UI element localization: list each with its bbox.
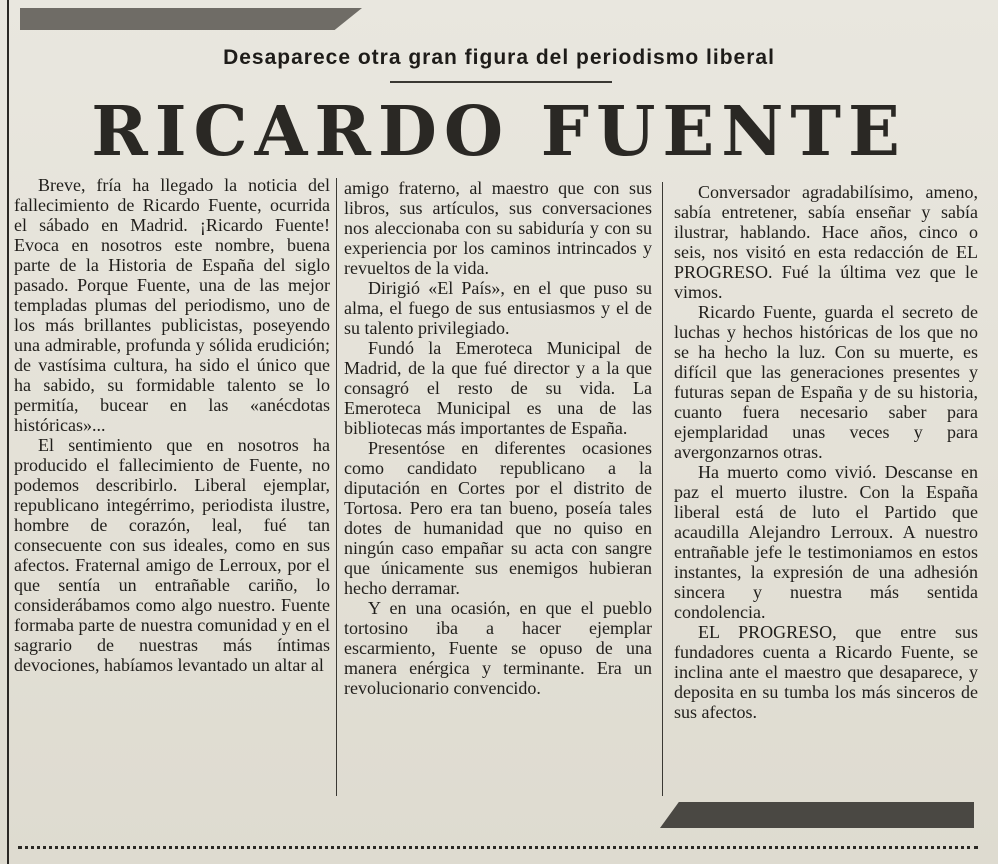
paragraph: Ricardo Fuente, guarda el secreto de luchas y hechos históricas de los que no se ha hecho la luz. Con su muerte, es difícil que las generaciones presentes y futuras sepan de España y de su historia, cuanto fuera necesario saber para ejemplaridad unas veces y para avergonzarnos otras. — [674, 302, 978, 462]
article-column-3 — [674, 182, 978, 722]
paragraph: Presentóse en diferentes ocasiones como candidato republicano a la diputación en Cortes por el distrito de Tortosa. Pero era tan bueno, poseía tales dotes de humanidad que no quiso en ningún caso empañar su acta con sangre que únicamente sus enemigos hubieran hecho derramar. — [344, 438, 652, 598]
paragraph: Breve, fría ha llegado la noticia del fallecimiento de Ricardo Fuente, ocurrida el sábado en Madrid. ¡Ricardo Fuente! Evoca en nosotros este nombre, buena parte de la Historia de España del siglo pasado. Porque Fuente, una de las mejor templadas plumas del periodismo, uno de los más brillantes publicistas, poseyendo una admirable, profunda y sólida erudición; de vastísima cultura, ha sido el único que ha sabido, su formidable talento se lo permitía, bucear en las «anécdotas históricas»... — [14, 175, 330, 435]
article-column-2 — [344, 178, 652, 698]
top-decorative-banner — [20, 8, 362, 30]
paragraph: Y en una ocasión, en que el pueblo tortosino iba a hacer ejemplar escarmiento, Fuente se opuso de una manera enérgica y terminante. Era un revolucionario convencido. — [344, 598, 652, 698]
paragraph: EL PROGRESO, que entre sus fundadores cuenta a Ricardo Fuente, se inclina ante el maestro que desaparece, y deposita en su tumba los más sinceros de sus afectos. — [674, 622, 978, 722]
paragraph: El sentimiento que en nosotros ha producido el fallecimiento de Fuente, no podemos describirlo. Liberal ejemplar, republicano integérrimo, periodista ilustre, hombre de corazón, leal, fué tan consecuente con sus ideales, como en sus afectos. Fraternal amigo de Lerroux, por el que sentía un entrañable cariño, lo considerábamos como algo nuestro. Fuente formaba parte de nuestra comunidad y en el sagrario de nuestras más íntimas devociones, habíamos levantado un altar al — [14, 435, 330, 675]
column-divider — [336, 178, 337, 796]
article-headline: RICARDO FUENTE — [91, 92, 907, 172]
dotted-separator — [18, 846, 978, 849]
bottom-decorative-banner — [660, 802, 974, 828]
column-divider — [662, 182, 663, 796]
paragraph: Conversador agradabilísimo, ameno, sabía entretener, sabía enseñar y sabía ilustrar, hablando. Hace años, cinco o seis, nos visitó en esta redacción de EL PROGRESO. Fué la última vez que le vimos. — [674, 182, 978, 302]
article-kicker: Desaparece otra gran figura del periodismo liberal — [223, 46, 775, 69]
paragraph: Dirigió «El País», en el que puso su alma, el fuego de sus entusiasmos y el de su talento privilegiado. — [344, 278, 652, 338]
kicker-underline — [390, 81, 612, 83]
paragraph: Ha muerto como vivió. Descanse en paz el muerto ilustre. Con la España liberal está de luto el Partido que acaudilla Alejandro Lerroux. A nuestro entrañable jefe le testimoniamos en estos instantes, la expresión de una adhesión sincera y nuestra más sentida condolencia. — [674, 462, 978, 622]
article-column-1 — [14, 175, 330, 675]
paragraph: amigo fraterno, al maestro que con sus libros, sus artículos, sus conversaciones nos aleccionaba con su sabiduría y con su experiencia por los caminos intrincados y revueltos de la vida. — [344, 178, 652, 278]
paragraph: Fundó la Emeroteca Municipal de Madrid, de la que fué director y a la que consagró el resto de su vida. La Emeroteca Municipal es una de las bibliotecas más importantes de España. — [344, 338, 652, 438]
